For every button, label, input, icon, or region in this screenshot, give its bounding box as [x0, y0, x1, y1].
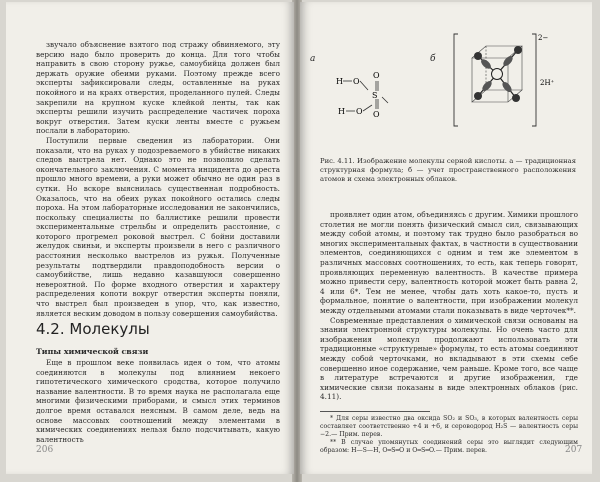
left-page — [6, 2, 294, 474]
ion-charge-plus: 2H⁺ — [540, 79, 555, 87]
atom-h: H — [336, 77, 343, 86]
paragraph: Современные представления о химической связи основаны на знании электронной структуры молекулы. Но очень часто для изображения молекул продолжают использовать эти традиционные «структурные» формулы, то есть атомы соединяют между собой черточками, но вкладывают в эти схемы себе совершенно иное содержание, чем раньше. Кроме того, все чаще в литературе встречаются и другие изображения, где химические связи показаны в виде электронных облаков (рис. 4.11). — [320, 315, 578, 402]
left-text-bottom — [36, 358, 280, 444]
figure-label-a: а — [310, 54, 316, 64]
page-number-left: 206 — [36, 445, 54, 455]
ion-charge-minus: 2− — [538, 34, 549, 42]
section-heading: 4.2. Молекулы — [36, 320, 150, 338]
paragraph: Поступили первые сведения из лаборатории. Они показали, что на руках у подозреваемого в убийстве никаких следов выстрела нет. Однако это не позволило сделать окончательного заключения. С момента инцидента до ареста прошло много времени, а руки может обычно не один раз в сутки. Но вскоре выяснилась существенная подробность. Оказалось, что на обеих руках покойного остались следы пороха. На этом лабораторные исследования не закончились, поскольку специалисты по баллистике решили провести экспериментальные стрельбы и определить расстояние, с которого прогремел роковой выстрел. С бойни доставили желудок свиньи, и эксперты произвели в него с различного расстояния несколько выстрелов из ружья. Полученные результаты подтвердили правдоподобность версии о самоубийстве, лишь недавно казавшуюся совершенно невероятной. По форме входного отверстия и характеру распределения копоти вокруг отверстия эксперты поняли, что выстрел был произведен в упор, что, как известно, является веским доводом в пользу совершения самоубийства. — [36, 135, 280, 318]
page-number-right: 207 — [565, 445, 583, 455]
footnote-rule — [320, 411, 430, 412]
atom-s: S — [372, 91, 378, 100]
atom-o: O — [353, 77, 360, 86]
atom-o: O — [373, 110, 380, 119]
right-text — [320, 210, 578, 402]
left-text-top — [36, 40, 280, 318]
paragraph: Еще в прошлом веке появилась идея о том, что атомы соединяются в молекулы под влиянием некоего гипотетического химического сродства, которое получило название валентности. В то время наука не располагала еще многими физическими приборами, и смысл этих терминов долгое время оставался неясным. В самом деле, ведь на основе массовых соотношений между элементами в химических соединениях нельзя было подсчитывать, какую валентность — [36, 358, 280, 444]
footnotes — [320, 415, 578, 455]
right-page — [300, 2, 592, 474]
paragraph: проявляет один атом, объединяясь с другим. Химики прошлого столетия не могли понять физический смысл сил, связывающих между собой атомы, и поэтому так трудно было разобраться во многих экспериментальных фактах, в частности в существовании элементов, соединяющихся с одним и тем же элементом в различных массовых соотношениях, то есть, как теперь говорят, проявляющих переменную валентность. В качестве примера можно привести серу, валентность которой может быть равна 2, 4 или 6*. Тем не менее, чтобы дать хоть какое-то, пусть и формальное, понятие о валентности, при изображении молекул между отдельными атомами стали показывать в виде черточек**. — [320, 210, 578, 315]
paragraph: звучало объяснение взятого под стражу обвиняемого, эту версию надо было проверить до конца. Для того чтобы направить в свою сторону ружье, самоубийца должен был держать оружие обеими руками. Поэтому прежде всего эксперты зафиксировали следы, оставленные на руках покойного и на краях отверстия, проделанного пулей. Следы закрепили на крупном куске клейкой ленты, так как эксперты решили изучить распределение частичек пороха вокруг отверстия. Затем куски ленты вместе с ружьем послали в лабораторию. — [36, 40, 280, 136]
subsection-heading: Типы химической связи — [36, 347, 149, 356]
footnote: * Для серы известно два оксида SO₂ и SO₃, в которых валентность серы составляет соответственно +4 и +6, и сероводород H₂S — валентность серы −2.— Прим. перев. — [320, 415, 578, 438]
atom-o: O — [373, 71, 380, 80]
structural-formula-diagram — [330, 67, 410, 137]
footnote: ** В случае упомянутых соединений серы это выглядит следующим образом: H—S—H, O═S═O и O═S═O.— Прим. перев. — [320, 439, 578, 454]
figure-label-b: б — [430, 54, 436, 64]
atom-o: O — [356, 107, 363, 116]
electron-cloud-diagram — [450, 30, 555, 130]
atom-h: H — [338, 107, 345, 116]
figure-caption: Рис. 4.11. Изображение молекулы серной кислоты. а — традиционная структурная формула; б — учет пространственного расположения атомов и схема электронных облаков. — [320, 157, 576, 183]
